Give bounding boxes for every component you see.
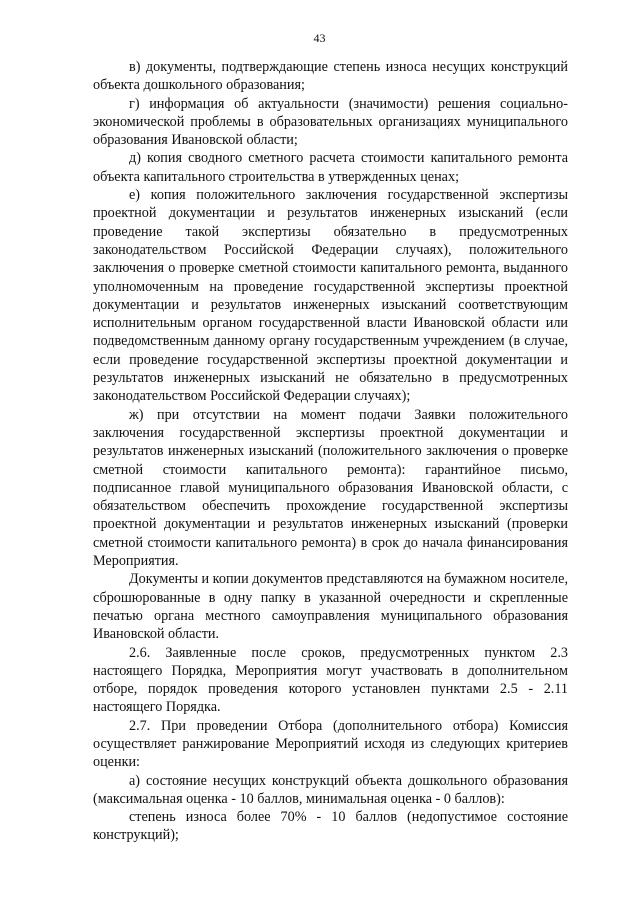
paragraph-item-d: д) копия сводного сметного расчета стоимости капитального ремонта объекта капитального строительства в утвержденных ценах; (93, 150, 568, 185)
paragraph-2-6: 2.6. Заявленные после сроков, предусмотренных пунктом 2.3 настоящего Порядка, Мероприятия могут участвовать в дополнительном отборе, порядок проведения которого установлен пунктами 2.5 - 2.11 настоящего Порядка. (93, 644, 568, 716)
document-body (93, 58, 568, 845)
page-number: 43 (313, 31, 326, 45)
paragraph-criterion-a: а) состояние несущих конструкций объекта дошкольного образования (максимальная оценка - 10 баллов, минимальная оценка - 0 баллов): (93, 772, 568, 807)
paragraph-item-zh: ж) при отсутствии на момент подачи Заявки положительного заключения государственной экспертизы проектной документации и результатов инженерных изысканий (положительного заключения о проверке сметной стоимости капитального ремонта): гарантийное письмо, подписанное главой муниципального образования Ивановской области, с обязательством обеспечить прохождение государственной экспертизы проектной документации и результатов инженерных изысканий (проверки сметной стоимости капитального ремонта) в срок до начала финансирования Мероприятия. (93, 406, 568, 570)
paragraph-item-v: в) документы, подтверждающие степень износа несущих конструкций объекта дошкольного образования; (93, 59, 568, 94)
paragraph-item-g: г) информация об актуальности (значимости) решения социально-экономической проблемы в образовательных организациях муниципального образования Ивановской области; (93, 95, 568, 149)
paragraph-documents-submission: Документы и копии документов представляются на бумажном носителе, сброшюрованные в одну папку в указанной очередности и скрепленные печатью органа местного самоуправления муниципального образования Ивановской области. (93, 571, 568, 643)
paragraph-wear-over-70: степень износа более 70% - 10 баллов (недопустимое состояние конструкций); (93, 809, 568, 844)
paragraph-item-e: е) копия положительного заключения государственной экспертизы проектной документации и результатов инженерных изысканий (если проведение такой экспертизы обязательно в предусмотренных законодательством Российской Федерации случаях), положительного заключения о проверке сметной стоимости капитального ремонта, выданного уполномоченным на проведение государственной экспертизы проектной документации и результатов инженерных изысканий соответствующим исполнительным органом государственной власти Ивановской области или подведомственным данному органу государственным учреждением (в случае, если проведение государственной экспертизы проектной документации и результатов инженерных изысканий не обязательно в предусмотренных законодательством Российской Федерации случаях); (93, 187, 568, 405)
paragraph-2-7: 2.7. При проведении Отбора (дополнительного отбора) Комиссия осуществляет ранжирование Мероприятий исходя из следующих критериев оценки: (93, 717, 568, 771)
